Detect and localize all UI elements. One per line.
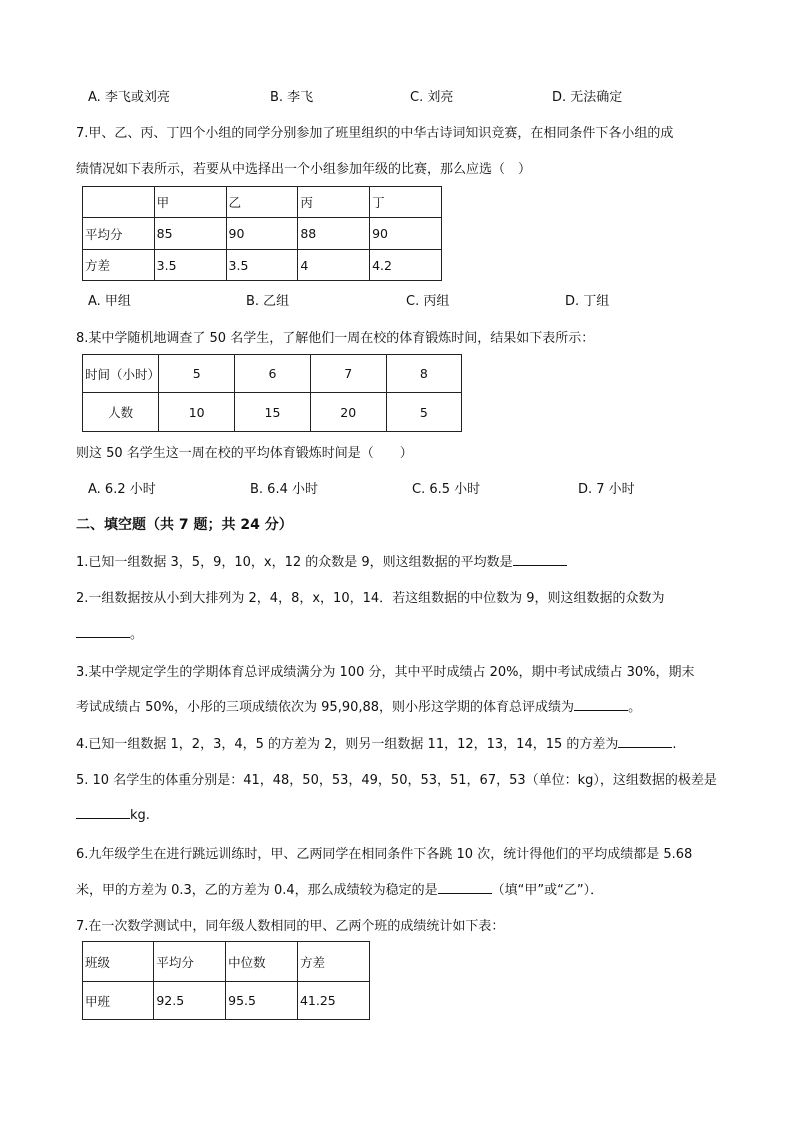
q7-table: [82, 186, 442, 281]
fill-q5-line2: [76, 806, 150, 823]
q8-stem-line1: 8.某中学随机地调查了 50 名学生，了解他们一周在校的体育锻炼时间，结果如下表所示：: [76, 331, 595, 346]
q8-table-cell: 时间（小时）: [83, 355, 159, 393]
answer-blank: [574, 698, 628, 711]
q7-stem-line1: 7.甲、乙、丙、丁四个小组的同学分别参加了班里组织的中华古诗词知识竞赛，在相同条件下各小组的成: [76, 126, 674, 141]
q7-option-a: A. 甲组: [88, 294, 131, 309]
fill-q2-end: 。: [130, 627, 144, 642]
table-row: [83, 393, 462, 432]
q7-option-c: C. 丙组: [406, 294, 450, 309]
q8-table: [82, 354, 462, 432]
q8-table-cell: 20: [310, 393, 386, 432]
q7-table-cell: 90: [370, 218, 442, 250]
q8-table-cell: 5: [159, 355, 235, 393]
fill-q7-table-cell: 甲班: [83, 982, 154, 1020]
fill-q7-line1: 7.在一次数学测试中，同年级人数相同的甲、乙两个班的成绩统计如下表：: [76, 919, 505, 934]
answer-blank: [438, 881, 492, 894]
table-row: [83, 355, 462, 393]
q7-table-cell: 3.5: [226, 250, 298, 281]
q7-table-cell: 90: [226, 218, 298, 250]
answer-blank: [513, 553, 567, 566]
q7-table-cell: 4.2: [370, 250, 442, 281]
q8-option-d: D. 7 小时: [578, 482, 635, 497]
q8-option-b: B. 6.4 小时: [250, 482, 318, 497]
fill-q2-line1: 2.一组数据按从小到大排列为 2，4，8，x，10，14．若这组数据的中位数为 9，则这组数据的众数为: [76, 591, 665, 606]
fill-q6-line1: 6.九年级学生在进行跳远训练时，甲、乙两同学在相同条件下各跳 10 次，统计得他们的平均成绩都是 5.68: [76, 847, 693, 862]
fill-q7-table-cell: 班级: [83, 942, 154, 982]
q6-option-d: D. 无法确定: [552, 90, 623, 105]
q7-table-cell: 85: [154, 218, 226, 250]
answer-blank: [618, 735, 672, 748]
fill-q7-table-header-row: [83, 942, 370, 982]
q7-table-cell: 3.5: [154, 250, 226, 281]
q7-table-cell: 88: [298, 218, 370, 250]
fill-q7-table-cell: 92.5: [154, 982, 226, 1020]
q6-option-a: A. 李飞或刘亮: [88, 90, 170, 105]
table-row: [83, 982, 370, 1020]
q8-table-cell: 8: [386, 355, 461, 393]
fill-q1-text: 1.已知一组数据 3，5，9，10，x，12 的众数是 9，则这组数据的平均数是: [76, 555, 513, 570]
q7-table-cell: 甲: [154, 187, 226, 218]
q8-table-cell: 5: [386, 393, 461, 432]
fill-q4-text: 4.已知一组数据 1，2，3，4，5 的方差为 2，则另一组数据 11，12，13，14，15 的方差为: [76, 737, 619, 752]
q8-option-a: A. 6.2 小时: [88, 482, 156, 497]
q7-table-cell: 丁: [370, 187, 442, 218]
fill-q7-table-cell: 95.5: [226, 982, 298, 1020]
section-title: 二、填空题（共 7 题；共 24 分）: [76, 517, 293, 533]
fill-q3-end: 。: [628, 700, 642, 715]
fill-q4: [76, 733, 677, 752]
fill-q6-line2: [76, 879, 603, 898]
q8-table-cell: 人数: [83, 393, 159, 432]
table-row: [83, 218, 442, 250]
q7-table-cell: 方差: [83, 250, 155, 281]
fill-q4-end: .: [672, 737, 677, 752]
fill-q7-table-cell: 中位数: [226, 942, 298, 982]
fill-q7-table-cell: 方差: [297, 942, 369, 982]
q7-table-cell: 乙: [226, 187, 298, 218]
fill-q1: [76, 551, 567, 570]
answer-blank: [76, 806, 130, 819]
fill-q5-end: kg.: [130, 808, 150, 823]
q8-option-c: C. 6.5 小时: [412, 482, 481, 497]
q6-option-b: B. 李飞: [270, 90, 314, 105]
q7-table-cell: 4: [298, 250, 370, 281]
q8-table-cell: 7: [310, 355, 386, 393]
fill-q3-text: 考试成绩占 50%，小彤的三项成绩依次为 95,90,88，则小彤这学期的体育总评成绩为: [76, 700, 575, 715]
q7-option-d: D. 丁组: [565, 294, 610, 309]
fill-q6-end: （填“甲”或“乙”）．: [491, 883, 604, 898]
q8-table-cell: 6: [235, 355, 311, 393]
table-row: [83, 250, 442, 281]
q6-option-c: C. 刘亮: [410, 90, 454, 105]
fill-q2-line2: [76, 623, 143, 642]
q8-stem-line2: 则这 50 名学生这一周在校的平均体育锻炼时间是（ ）: [76, 446, 413, 461]
answer-blank: [76, 625, 130, 638]
q8-table-cell: 15: [235, 393, 311, 432]
q8-table-cell: 10: [159, 393, 235, 432]
q7-table-cell: 丙: [298, 187, 370, 218]
fill-q3-line1: 3.某中学规定学生的学期体育总评成绩满分为 100 分，其中平时成绩占 20%，期中考试成绩占 30%，期末: [76, 665, 695, 680]
fill-q5-line1: 5. 10 名学生的体重分别是：41，48，50，53，49，50，53，51，67，53（单位：kg），这组数据的极差是: [76, 773, 717, 788]
q7-stem-line2: 绩情况如下表所示，若要从中选择出一个小组参加年级的比赛，那么应选（ ）: [76, 162, 532, 177]
fill-q3-line2: [76, 696, 641, 715]
fill-q6-text: 米，甲的方差为 0.3，乙的方差为 0.4，那么成绩较为稳定的是: [76, 883, 438, 898]
q7-option-b: B. 乙组: [246, 294, 290, 309]
q7-table-cell: 平均分: [83, 218, 155, 250]
fill-q7-table-cell: 平均分: [154, 942, 226, 982]
q7-table-cell: [83, 187, 155, 218]
fill-q7-table: [82, 941, 370, 1020]
q7-table-header-row: [83, 187, 442, 218]
fill-q7-table-cell: 41.25: [297, 982, 369, 1020]
